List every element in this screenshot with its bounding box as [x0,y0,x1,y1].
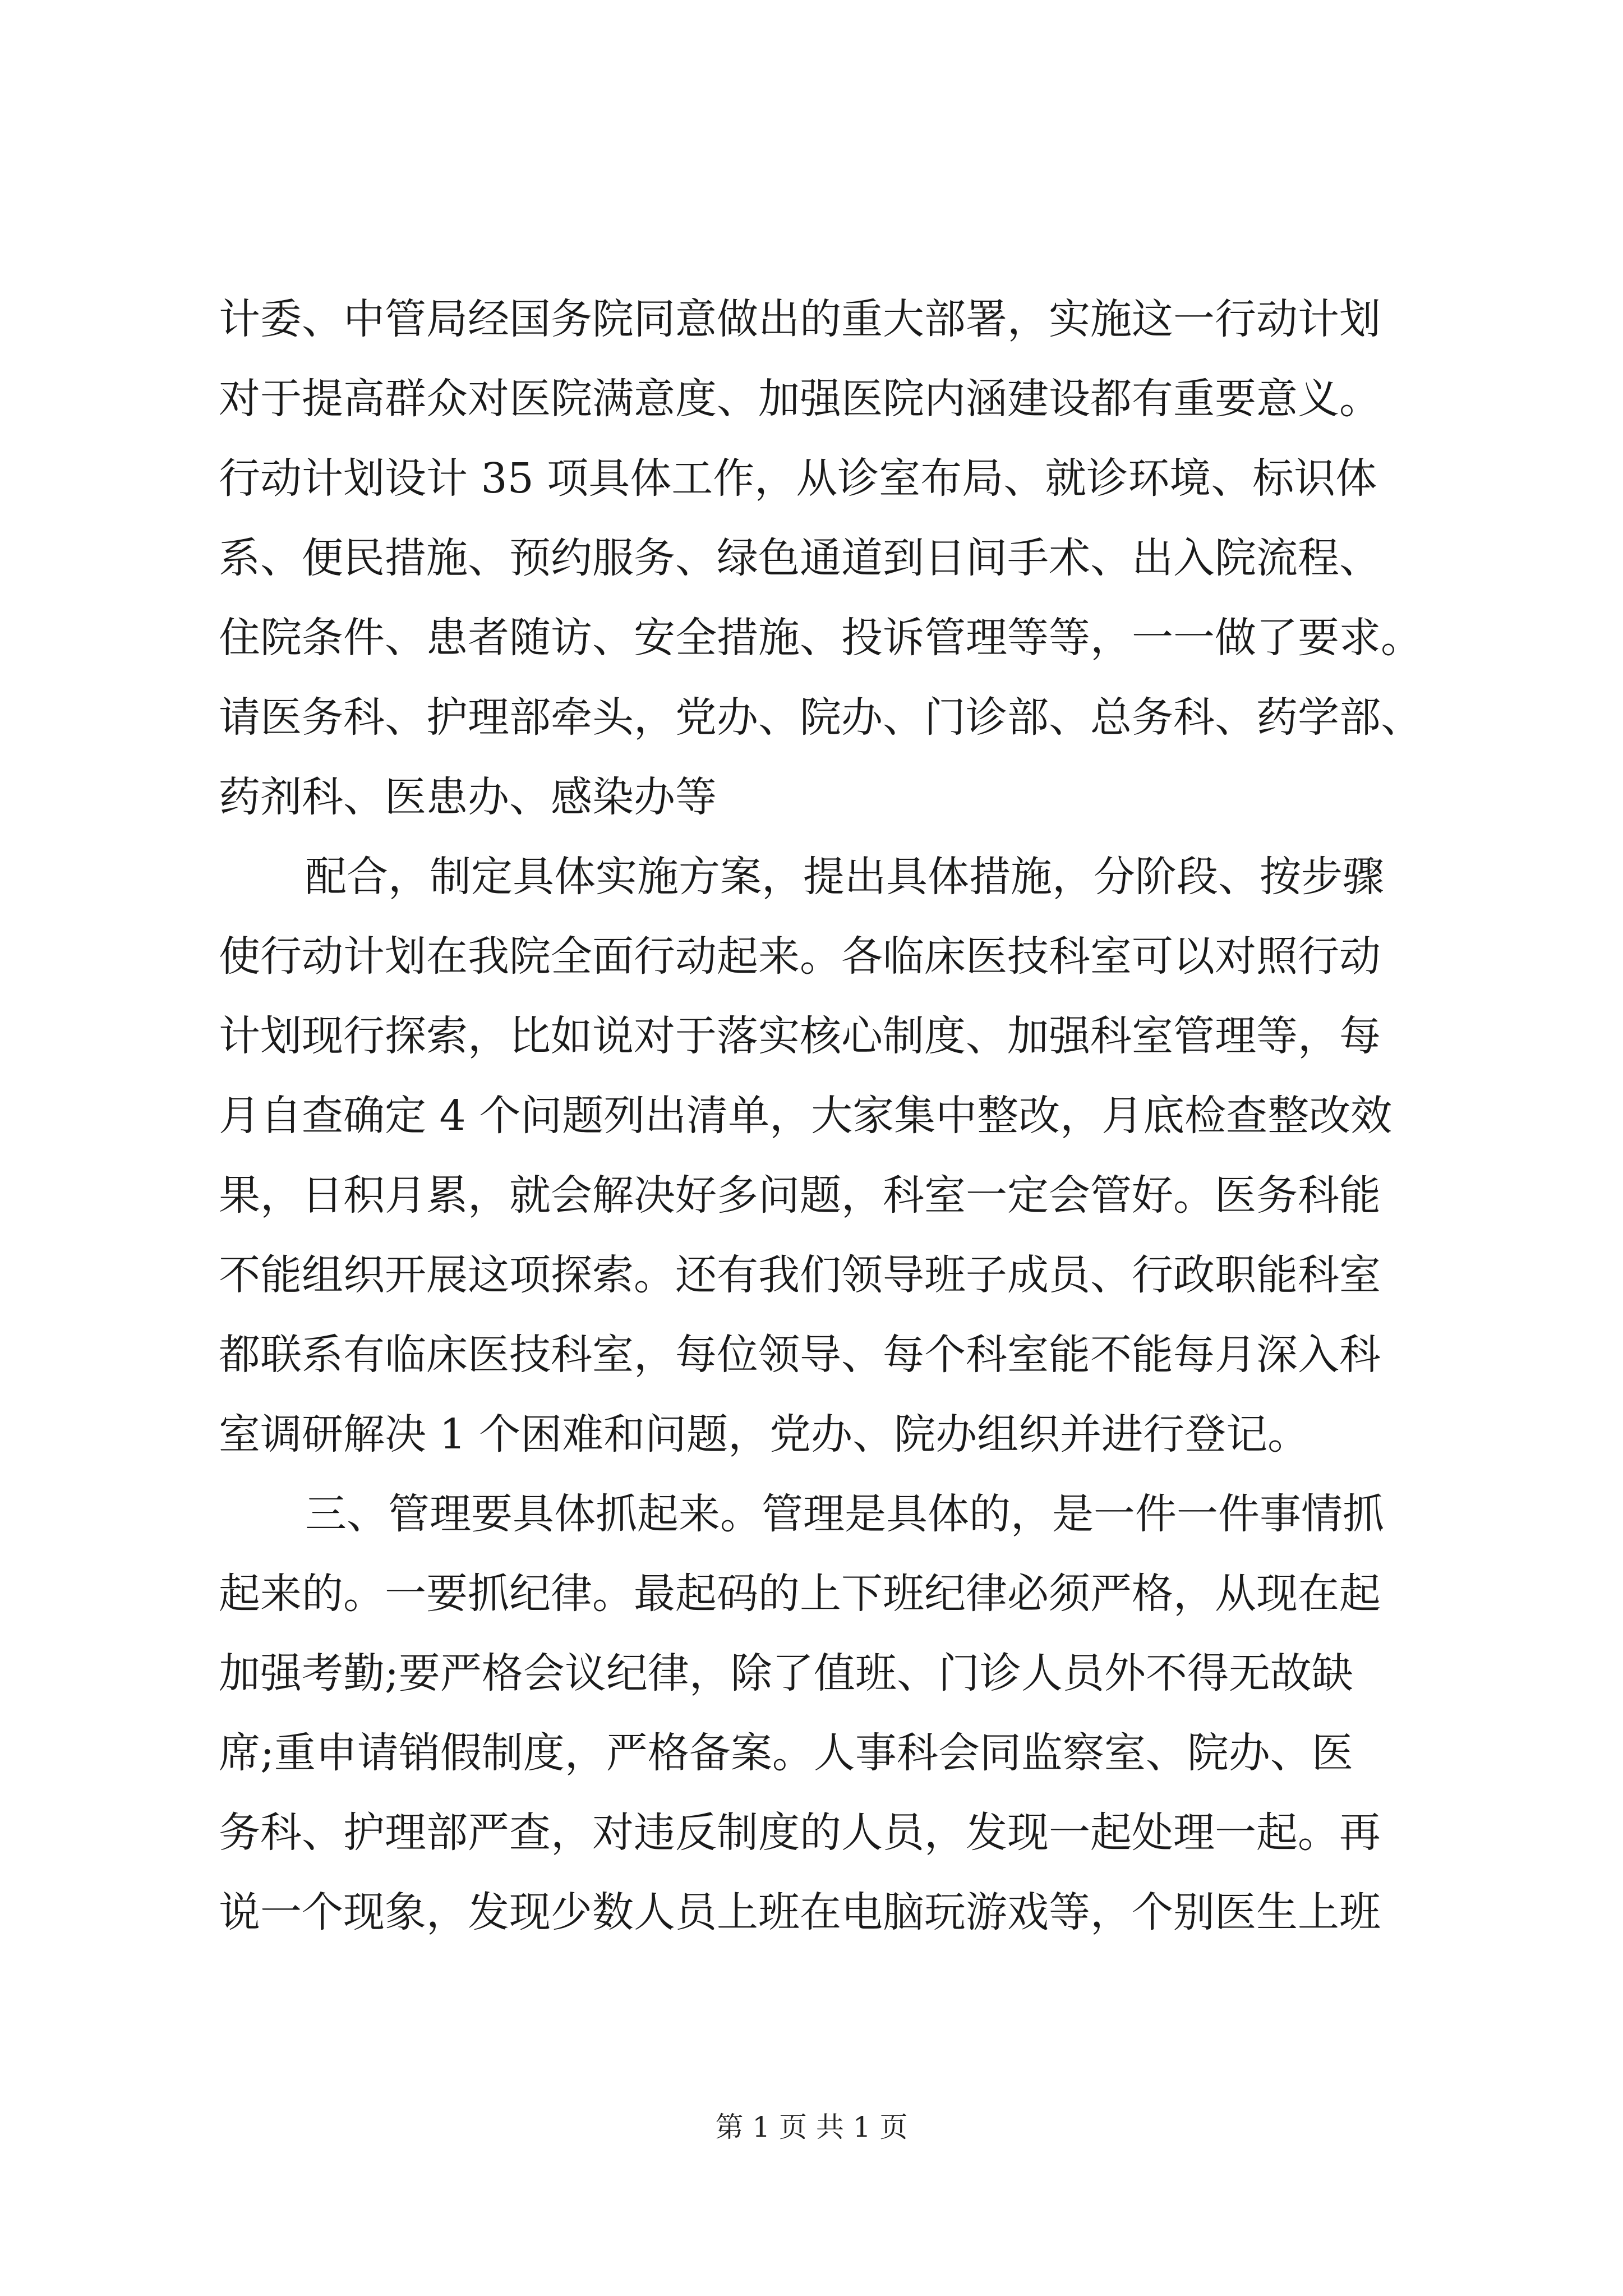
text-line: 使行动计划在我院全面行动起来。各临床医技科室可以对照行动 [219,932,1381,981]
text-line: 席;重申请销假制度，严格备案。人事科会同监察室、院办、医 [219,1729,1353,1777]
text-line: 加强考勤;要严格会议纪律，除了值班、门诊人员外不得无故缺 [219,1649,1353,1697]
text-line: 务科、护理部严查，对违反制度的人员，发现一起处理一起。再 [219,1809,1381,1857]
text-line: 都联系有临床医技科室，每位领导、每个科室能不能每月深入科 [219,1331,1381,1379]
text-line: 不能组织开展这项探索。还有我们领导班子成员、行政职能科室 [219,1251,1381,1299]
text-line-paragraph-start: 三、管理要具体抓起来。管理是具体的，是一件一件事情抓 [305,1490,1384,1538]
text-line: 计委、中管局经国务院同意做出的重大部署，实施这一行动计划 [219,295,1381,343]
text-line: 起来的。一要抓纪律。最起码的上下班纪律必须严格，从现在起 [219,1570,1381,1618]
text-line: 系、便民措施、预约服务、绿色通道到日间手术、出入院流程、 [219,534,1381,582]
text-line: 住院条件、患者随访、安全措施、投诉管理等等，一一做了要求。 [219,614,1422,662]
text-line-paragraph-start: 配合，制定具体实施方案，提出具体措施，分阶段、按步骤 [305,853,1384,901]
text-line: 说一个现象，发现少数人员上班在电脑玩游戏等，个别医生上班 [219,1888,1381,1936]
text-line: 果，日积月累，就会解决好多问题，科室一定会管好。医务科能 [219,1171,1381,1220]
text-line: 室调研解决 1 个困难和问题，党办、院办组织并进行登记。 [219,1410,1310,1458]
page-number-footer: 第 1 页 共 1 页 [715,2111,908,2143]
text-line: 月自查确定 4 个问题列出清单，大家集中整改，月底检查整改效 [219,1092,1393,1140]
document-body [219,279,1422,1952]
text-line: 对于提高群众对医院满意度、加强医院内涵建设都有重要意义。 [219,375,1381,423]
text-line: 请医务科、护理部牵头，党办、院办、门诊部、总务科、药学部、 [219,693,1422,742]
text-line: 计划现行探索，比如说对于落实核心制度、加强科室管理等，每 [219,1012,1381,1060]
text-line: 药剂科、医患办、感染办等 [219,773,717,821]
text-line: 行动计划设计 35 项具体工作，从诊室布局、就诊环境、标识体 [219,454,1377,503]
